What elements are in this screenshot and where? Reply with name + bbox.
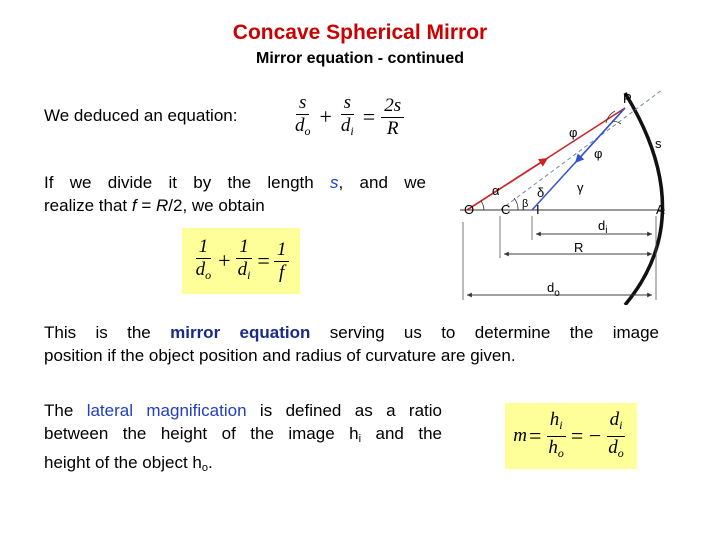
mirror-equation-box	[182, 228, 300, 294]
label-I: I	[536, 202, 540, 217]
divide-word: by	[193, 173, 212, 192]
divide-word: If	[44, 173, 54, 192]
divide-word: the	[227, 173, 252, 192]
slide-title: Concave Spherical Mirror	[232, 21, 488, 44]
divide-word: we	[404, 173, 426, 192]
eq1-num2: s	[341, 92, 354, 115]
eq3-den1-sub: o	[557, 445, 564, 460]
eq3-equals-1: =	[528, 423, 542, 448]
eq3-num2-sub: i	[619, 417, 623, 432]
lateral-line-2	[44, 422, 442, 451]
eq2-num1: 1	[196, 236, 212, 259]
magnification-equation-box	[505, 403, 637, 469]
label-C: C	[501, 202, 511, 217]
divide-line2-f: f	[131, 196, 137, 215]
slide-subtitle: Mirror equation - continued	[256, 50, 464, 67]
equation-deduced	[290, 92, 406, 142]
label-P: P	[623, 91, 632, 106]
divide-paragraph	[44, 171, 426, 217]
eq1-den2: d	[340, 115, 351, 136]
eq1-den3: R	[386, 117, 399, 139]
mirror-eq-a: This is the	[44, 323, 171, 342]
mirror-eq-term: mirror equation	[170, 323, 311, 342]
divide-line2-a: realize that	[44, 196, 132, 215]
lateral-term: lateral magnification	[86, 401, 247, 420]
label-s: s	[655, 136, 662, 151]
divide-word: s,	[330, 173, 344, 192]
alpha-arc	[481, 201, 484, 210]
eq3-num1: h	[549, 408, 560, 430]
lateral-line3-a: height of the object h	[44, 453, 202, 472]
divide-line-2	[44, 194, 426, 217]
mirror-equation-paragraph	[44, 321, 659, 367]
label-do	[547, 280, 560, 299]
eq2-den1: d	[195, 259, 206, 280]
label-di-main: d	[598, 218, 606, 233]
eq2-plus: +	[218, 248, 231, 273]
eq3-equals-minus: = −	[570, 423, 602, 448]
divide-line-1	[44, 171, 426, 194]
mirror-diagram	[440, 80, 720, 305]
divide-word: we	[69, 173, 92, 192]
mirror-eq-line-2: position if the object position and radius of curvature are given.	[44, 346, 516, 365]
label-di-sub: i	[605, 225, 608, 236]
eq3-m: m	[513, 425, 527, 446]
eq2-den1-sub: o	[205, 268, 212, 282]
lateral-a: The	[44, 401, 87, 420]
mirror-eq-b: serving us to determine the image	[310, 323, 659, 342]
eq3-num2: d	[609, 408, 620, 430]
eq3-den2: d	[608, 436, 618, 458]
eq2-den2-sub: i	[247, 268, 251, 282]
lateral-paragraph	[44, 399, 442, 480]
lateral-b: is defined as a ratio	[246, 401, 442, 420]
label-delta: δ	[537, 185, 545, 200]
label-R: R	[574, 240, 584, 255]
eq3-den2-sub: o	[617, 445, 624, 460]
divide-line2-b: =	[136, 196, 156, 215]
label-alpha: α	[492, 183, 500, 198]
divide-word: divide	[107, 173, 153, 192]
lateral-line2-sub: i	[358, 433, 362, 445]
eq3-den1: h	[548, 436, 558, 458]
eq1-plus: +	[319, 104, 332, 129]
label-beta: β	[522, 198, 529, 210]
divide-word: and	[359, 173, 388, 192]
lateral-line-3	[44, 451, 442, 480]
label-O: O	[464, 202, 475, 217]
eq2-equals: =	[257, 248, 270, 273]
eq1-den2-sub: i	[350, 124, 354, 138]
deduced-text: We deduced an equation:	[44, 106, 238, 125]
label-gamma: γ	[577, 180, 584, 195]
label-do-sub: o	[554, 288, 560, 299]
label-phi-mid: φ	[594, 146, 603, 161]
eq1-den1: d	[295, 115, 305, 136]
lateral-line2-a: between the height of the image h	[44, 424, 359, 443]
lateral-line3-b: .	[207, 453, 213, 472]
eq2-den3: f	[278, 261, 285, 283]
mirror-eq-line-1	[44, 321, 659, 344]
lateral-line3-sub: o	[201, 462, 208, 474]
divide-line2-c: /2, we obtain	[168, 196, 265, 215]
label-phi-top: φ	[569, 125, 578, 140]
divide-word: length	[267, 173, 314, 192]
eq1-num3: 2s	[381, 95, 404, 118]
eq3-num1-sub: i	[559, 417, 563, 432]
eq2-num3: 1	[274, 239, 290, 262]
eq1-equals: =	[362, 104, 376, 129]
eq2-num2: 1	[236, 236, 252, 259]
divide-word: it	[168, 173, 177, 192]
label-di	[598, 218, 607, 236]
divide-line2-R: R	[156, 196, 169, 215]
eq2-den2: d	[237, 259, 248, 280]
lateral-line2-b: and the	[361, 424, 442, 443]
eq1-num1: s	[296, 92, 309, 115]
label-A: A	[656, 202, 665, 217]
concave-mirror-arc	[625, 93, 663, 305]
lateral-line-1	[44, 399, 442, 422]
label-do-main: d	[547, 280, 555, 295]
eq1-den1-sub: o	[304, 124, 311, 138]
